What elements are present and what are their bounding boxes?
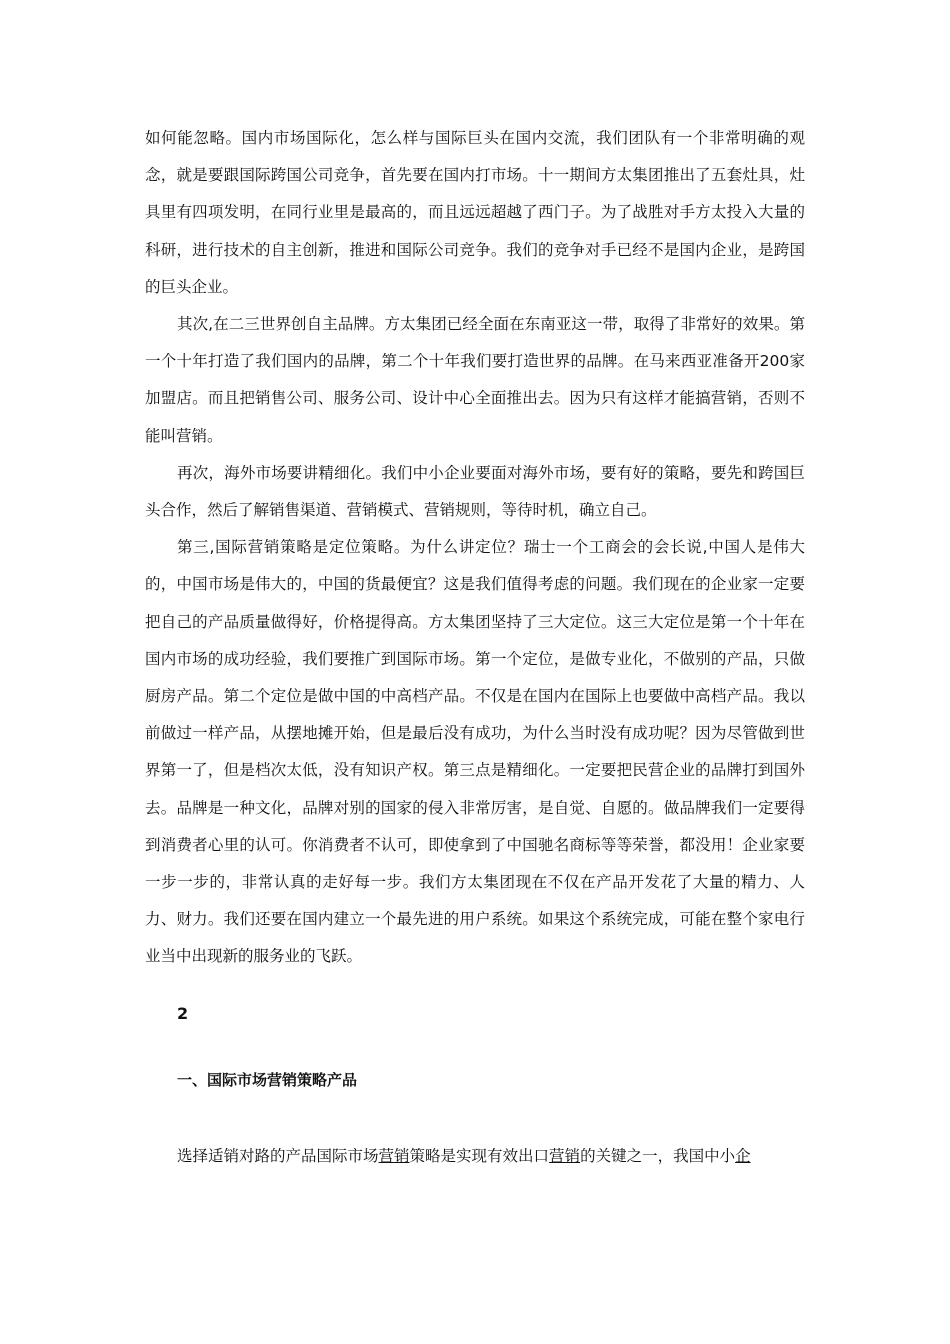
paragraph-continuation: 如何能忽略。国内市场国际化，怎么样与国际巨头在国内交流，我们团队有一个非常明确的观念，就是要跟国际跨国公司竞争，首先要在国内打市场。十一期间方太集团推出了五套灶具，灶具里有四项发明，在同行业里是最高的，而且远远超越了西门子。为了战胜对手方太投入大量的科研，进行技术的自主创新，推进和国际公司竞争。我们的竞争对手已经不是国内企业，是跨国的巨头企业。 (145, 129, 805, 296)
paragraph-positioning-strategy: 第三,国际营销策略是定位策略。为什么讲定位？瑞士一个工商会的会长说,中国人是伟大的，中国市场是伟大的，中国的货最便宜？这是我们值得考虑的问题。我们现在的企业家一定要把自己的产品质量做得好，价格提得高。方太集团坚持了三大定位。这三大定位是第一个十年在国内市场的成功经验，我们要推广到国际市场。第一个定位，是做专业化，不做别的产品，只做厨房产品。第二个定位是做中国的中高档产品。不仅是在国内在国际上也要做中高档产品。我以前做过一样产品，从摆地摊开始，但是最后没有成功，为什么当时没有成功呢？因为尽管做到世界第一了，但是档次太低，没有知识产权。第三点是精细化。一定要把民营企业的品牌打到国外去。品牌是一种文化，品牌对别的国家的侵入非常厉害，是自觉、自愿的。做品牌我们一定要得到消费者心里的认可。你消费者不认可，即使拿到了中国驰名商标等等荣誉，都没用！企业家要一步一步的，非常认真的走好每一步。我们方太集团现在不仅在产品开发花了大量的精力、人力、财力。我们还要在国内建立一个最先进的用户系统。如果这个系统完成，可能在整个家电行业当中出现新的服务业的飞跃。 (145, 538, 805, 966)
section-heading: 一、国际市场营销策略产品 (177, 1070, 358, 1089)
paragraph-text-part: 的关键之一，我国中小 (580, 1146, 736, 1165)
paragraph-third-point: 再次，海外市场要讲精细化。我们中小企业要面对海外市场，要有好的策略，要先和跨国巨头合作，然后了解销售渠道、营销模式、营销规则，等待时机，确立自己。 (145, 463, 805, 520)
paragraph-text-part: 策略是实现有效出口 (409, 1146, 550, 1165)
paragraph-product-strategy (145, 1138, 805, 1175)
enterprise-link[interactable]: 企 (735, 1146, 751, 1165)
paragraph-second-point: 其次,在二三世界创自主品牌。方太集团已经全面在东南亚这一带，取得了非常好的效果。第一个十年打造了我们国内的品牌，第二个十年我们要打造世界的品牌。在马来西亚准备开200家加盟店。而且把销售公司、服务公司、设计中心全面推出去。因为只有这样才能搞营销，否则不能叫营销。 (145, 315, 805, 445)
page-number: 2 (177, 1003, 189, 1023)
document-body (145, 120, 805, 1175)
marketing-link[interactable]: 营销 (378, 1146, 410, 1165)
marketing-link[interactable]: 营销 (549, 1146, 581, 1165)
paragraph-text-part: 选择适销对路的产品国际市场 (177, 1146, 379, 1165)
